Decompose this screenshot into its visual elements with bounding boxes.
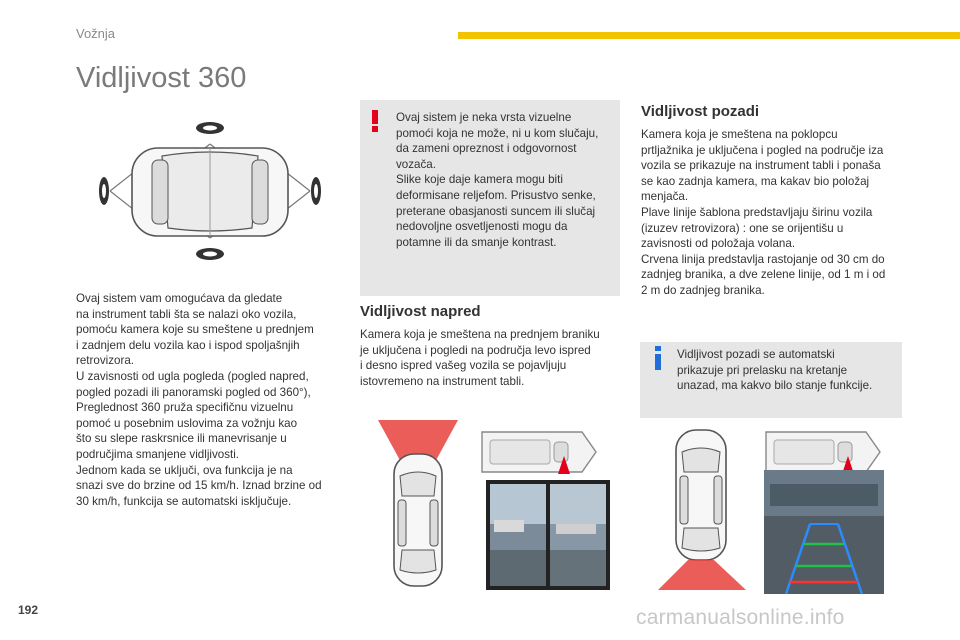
info-text: Vidljivost pozadi se automatski prikazuje pri prelasku na kretanje unazad, ma kakvo bilo stanje funkcije.: [677, 348, 873, 393]
section-label: Vožnja: [76, 26, 116, 41]
front-camera-car-illustration: [368, 420, 468, 595]
page-title: Vidljivost 360: [76, 62, 247, 94]
page-number: 192: [18, 603, 39, 617]
front-camera-image: [486, 480, 610, 590]
rear-view-text: Kamera koja je smeštena na poklopcu prtljažnika je uključena i pogled na područje iza vozila se prikazuje na instrument tabli i ponaša se kao zadnja kamera, ma kakav bio položaj menjača. Plave linije šablona predstavljaju širinu vozila (izuzev retrovizora) : one se orijentišu u zavisnosti od položaja volana. Crvena linija predstavlja rastojanje od 30 cm do zadnjeg branika, a dve zelene linije, od 1 m i od 2 m do zadnjeg branika.: [641, 128, 886, 297]
car-360-diagram: [92, 118, 328, 264]
front-view-heading: Vidljivost napred: [360, 303, 481, 320]
warning-text: Ovaj sistem je neka vrsta vizuelne pomoći koja ne može, ni u kom slučaju, da zameni opreznost i odgovornost vozača. Slike koje daje kamera mogu biti deformisane reljefom. Prisustvo senke, preterane obasjanosti suncem ili slučaj nedovoljne osvetljenosti mogu da potamne ili da smanje kontrast.: [396, 111, 599, 249]
accent-bar: [458, 32, 960, 39]
rear-view-heading: Vidljivost pozadi: [641, 103, 760, 120]
rear-camera-image: [764, 470, 884, 594]
info-i-icon: [652, 346, 664, 370]
warning-exclamation-icon: [368, 110, 382, 132]
front-view-text: Kamera koja je smeštena na prednjem braniku je uključena i pogledi na područja levo ispred i desno ispred vašeg vozila se pojavljuju istovremeno na instrument tabli.: [360, 328, 600, 388]
intro-paragraph: Ovaj sistem vam omogućava da gledate na instrument tabli šta se nalazi oko vozila, pomoću kamera koje su smeštene u prednjem i zadnjem delu vozila kao i ispod spoljašnjih retrovizora. U zavisnosti od ugla pogleda (pogled napred, pogled pozadi ili panoramski pogled od 360°), Preglednost 360 pruža specifičnu vizuelnu pomoć u posebnim uslovima za vožnju kao što su slepe raskrsnice ili manevrisanje u područjima smanjene vidljivosti. Jednom kada se uključi, ova funkcija je na snazi sve do brzine od 15 km/h. Iznad brzine od 30 km/h, funkcija se automatski isključuje.: [76, 292, 322, 508]
rear-camera-car-illustration: [658, 424, 748, 590]
front-screen-icon: [478, 426, 600, 478]
watermark: carmanualsonline.info: [636, 606, 845, 629]
